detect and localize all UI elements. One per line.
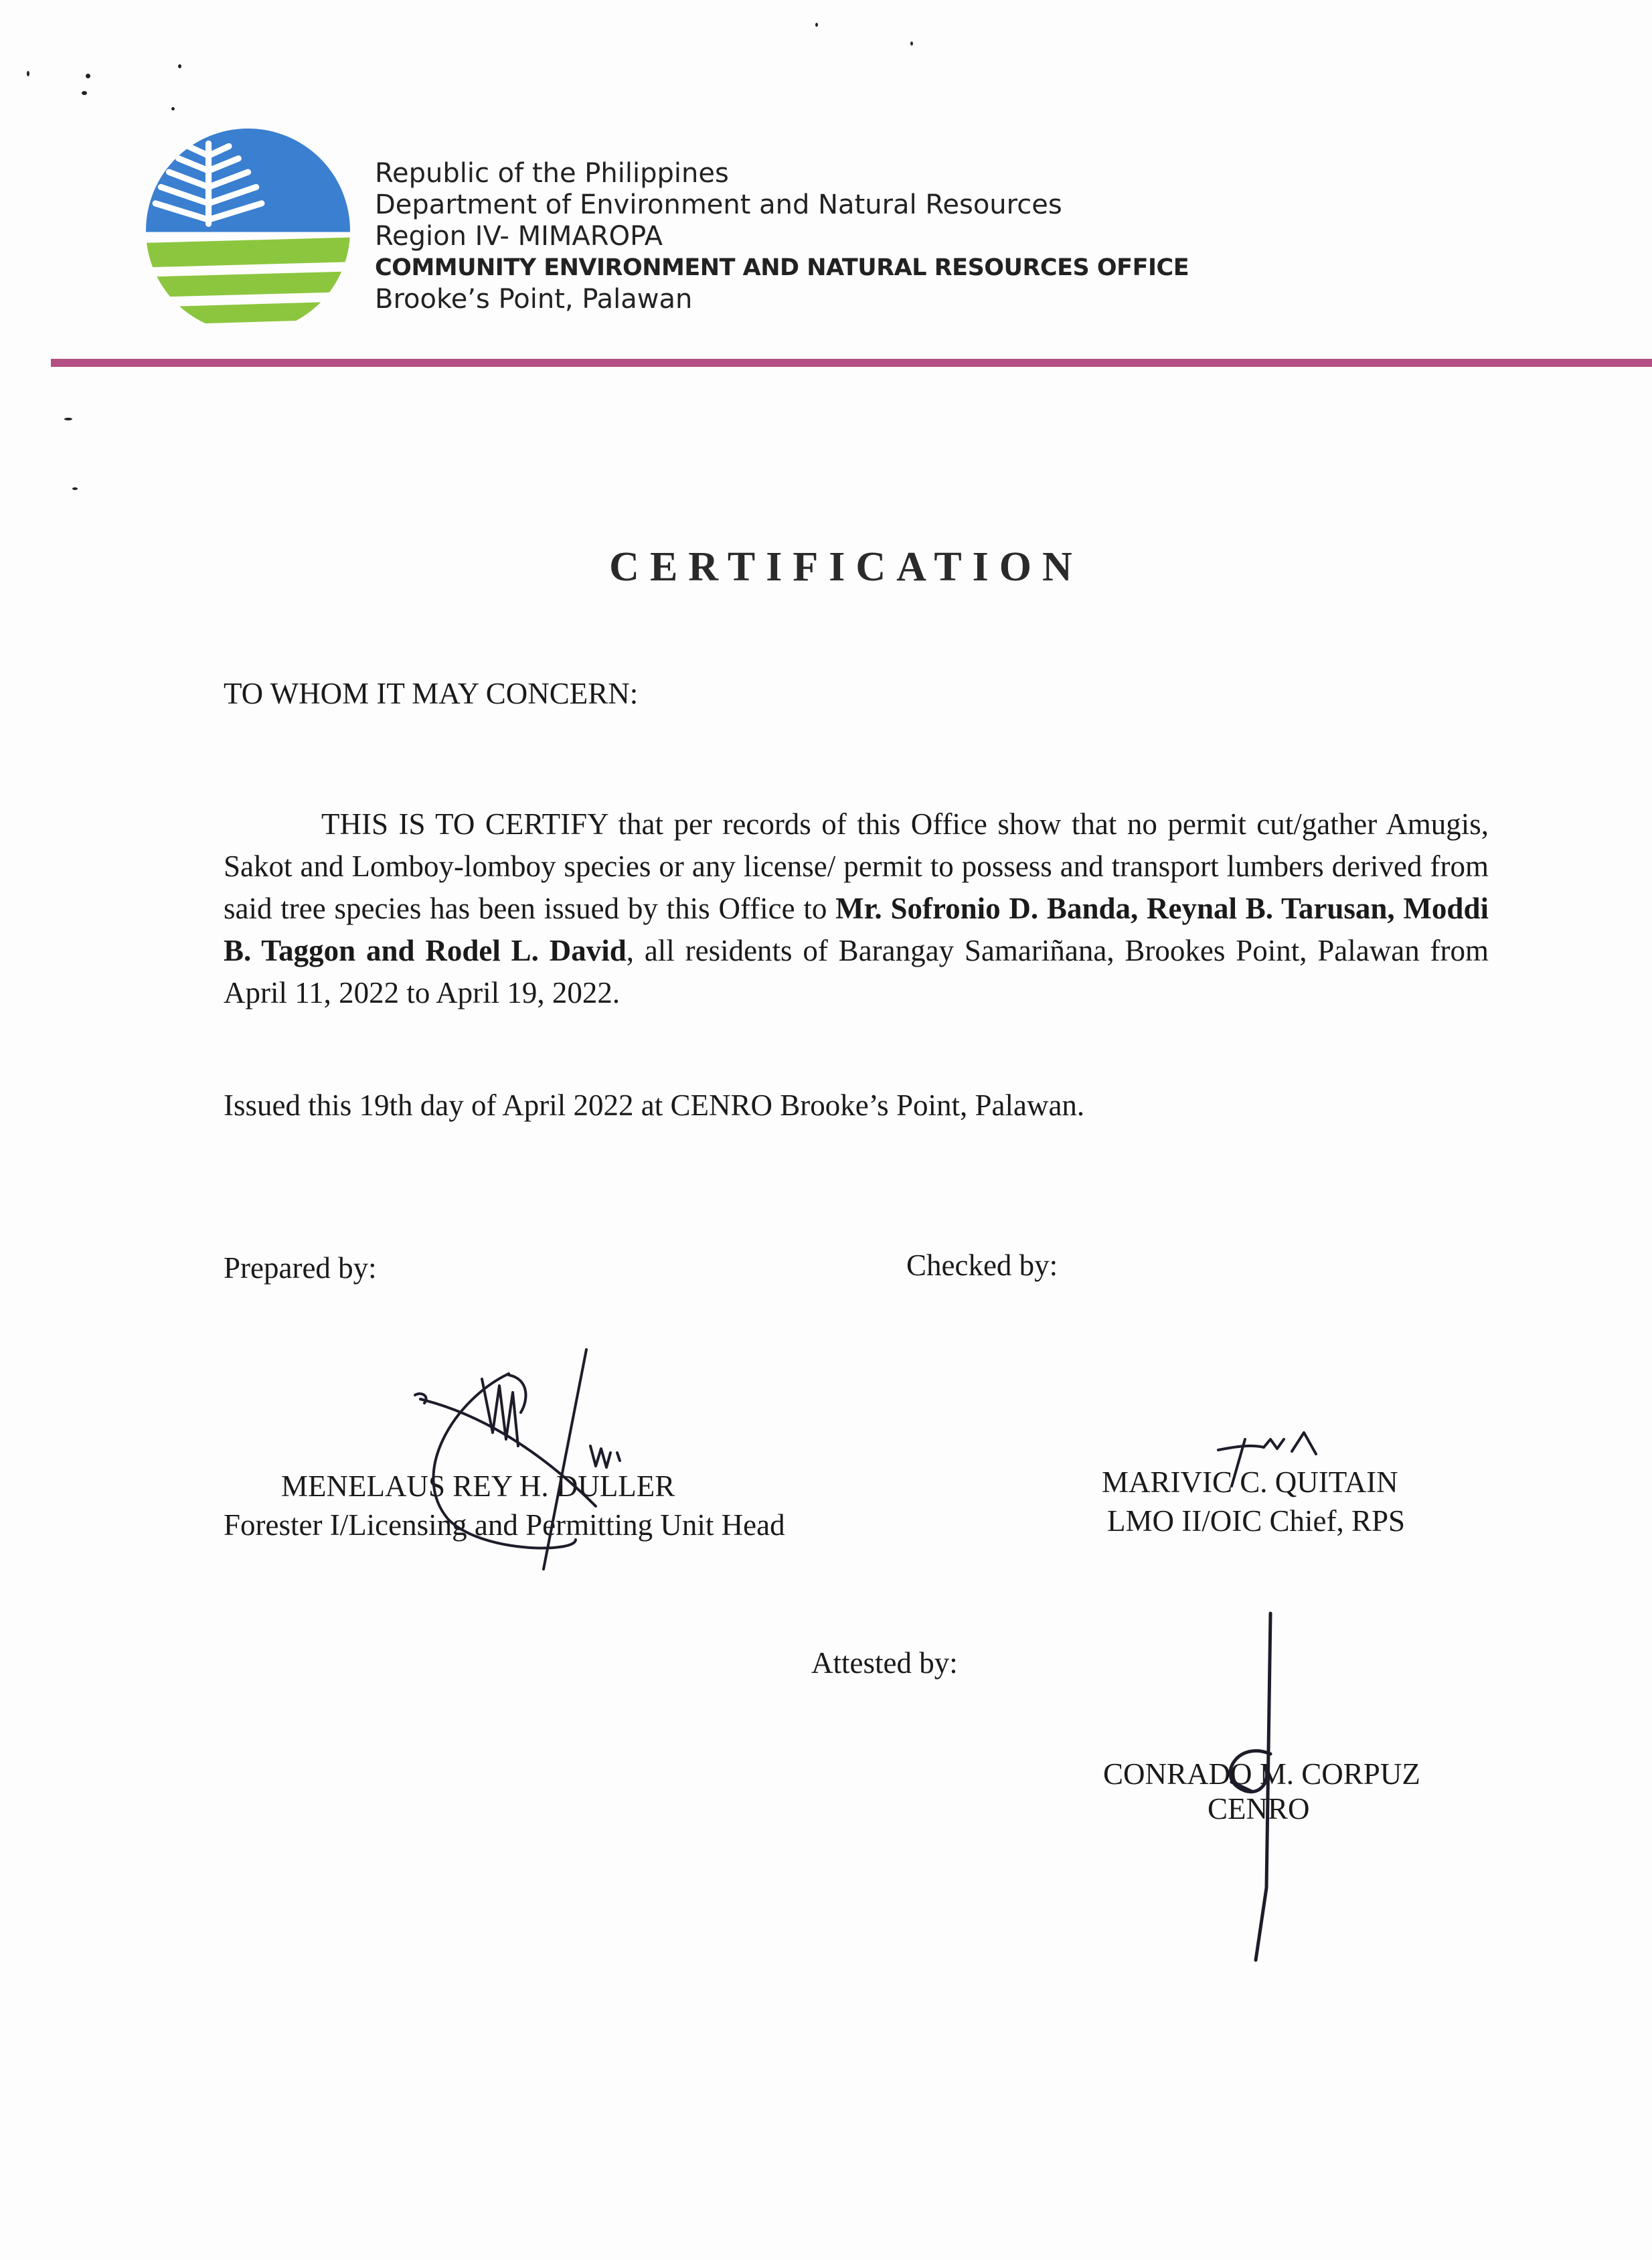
body-text-end: , all residents of Barangay Samariñana, Brookes Point, Palawan from April 11, 2022 to April 19, 2022. xyxy=(224,934,1489,1010)
scan-speck xyxy=(178,64,181,68)
body-text-start: THIS IS TO CERTIFY that per records of this Office show that no permit cut/gather Amugis, Sakot and Lomboy-lomboy species or any license/ permit to possess and transport lumbers derived from said tree species has been issued by this Office to xyxy=(224,807,1489,925)
header-divider xyxy=(51,359,1652,367)
salutation: TO WHOM IT MAY CONCERN: xyxy=(224,677,639,710)
denr-logo-icon xyxy=(146,129,350,333)
attested-by-name: CONRADO M. CORPUZ xyxy=(1103,1757,1420,1791)
scan-speck xyxy=(910,42,913,46)
header-location: Brooke’s Point, Palawan xyxy=(375,284,693,315)
scan-speck xyxy=(82,91,87,95)
prepared-by-signature xyxy=(375,1339,723,1580)
prepared-by-label: Prepared by: xyxy=(224,1251,377,1285)
prepared-by-name: MENELAUS REY H. DULLER xyxy=(281,1469,675,1503)
header-republic: Republic of the Philippines xyxy=(375,158,729,189)
agency-header xyxy=(375,158,1189,315)
header-department: Department of Environment and Natural Resources xyxy=(375,189,1062,220)
certification-body xyxy=(224,803,1489,1014)
document-title: CERTIFICATION xyxy=(609,544,1083,590)
attested-by-title: CENRO xyxy=(1208,1792,1310,1826)
header-region: Region IV- MIMAROPA xyxy=(375,221,663,252)
header-office: COMMUNITY ENVIRONMENT AND NATURAL RESOURCES OFFICE xyxy=(375,254,1189,281)
attested-by-label: Attested by: xyxy=(811,1646,958,1680)
checked-by-label: Checked by: xyxy=(906,1248,1058,1282)
scan-speck xyxy=(72,487,78,490)
checked-by-title: LMO II/OIC Chief, RPS xyxy=(1107,1504,1406,1538)
scan-speck xyxy=(171,107,175,110)
scan-speck xyxy=(64,418,72,420)
checked-by-name: MARIVIC C. QUITAIN xyxy=(1102,1465,1398,1499)
scan-speck xyxy=(815,23,818,27)
scan-speck xyxy=(86,74,90,78)
issued-statement: Issued this 19th day of April 2022 at CENRO Brooke’s Point, Palawan. xyxy=(224,1088,1085,1122)
body-named-persons: Mr. Sofronio D. Banda, Reynal B. Tarusan, Moddi B. Taggon and Rodel L. David xyxy=(224,892,1489,967)
scan-speck xyxy=(27,71,29,76)
prepared-by-title: Forester I/Licensing and Permitting Unit Head xyxy=(224,1508,785,1542)
